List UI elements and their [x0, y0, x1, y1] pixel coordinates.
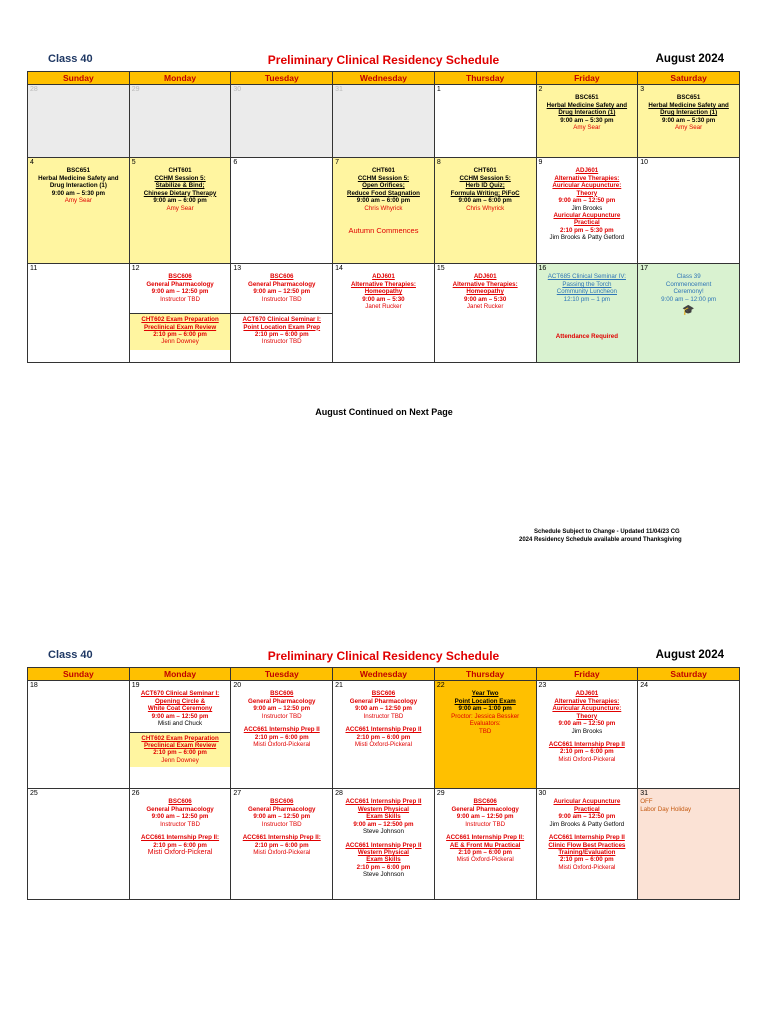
schedule-update-note: Schedule Subject to Change - Updated 11/04/23 CG	[534, 529, 680, 535]
event-title: Ceremony!	[673, 288, 704, 296]
instructor: Instructor TBD	[261, 295, 302, 303]
event-block	[539, 94, 636, 131]
event-title: CCHM Session 5:	[357, 174, 410, 182]
graduation-cap-icon: 🎓	[682, 305, 695, 317]
event-time: 2:10 pm – 6:00 pm	[254, 331, 309, 339]
event-time: 9:00 am – 6:00 pm	[153, 197, 207, 205]
event-title: ACC661 Internship Prep II	[548, 834, 625, 842]
course-code: ADJ601	[372, 273, 395, 281]
instructor: Misti Oxford-Pickeral	[558, 755, 616, 763]
day-cell	[129, 264, 231, 363]
event-block	[132, 690, 229, 727]
event-title: Western Physical	[357, 849, 410, 857]
instructor: Steve Johnson	[362, 828, 404, 836]
day-number: 4	[30, 159, 34, 166]
event-block	[132, 273, 229, 303]
day-number: 10	[640, 159, 649, 166]
event-time: 2:10 pm – 6:00 pm	[254, 733, 309, 741]
day-number: 12	[131, 265, 140, 272]
instructor: Amy Sear	[166, 204, 194, 212]
calendar-grid	[27, 667, 740, 900]
calendar-header	[27, 53, 740, 71]
event-title: General Pharmacology	[248, 805, 316, 813]
day-cell	[129, 158, 231, 264]
event-title: ACC661 Internship Prep II:	[242, 834, 321, 842]
day-cell	[231, 158, 333, 264]
event-title: AE & Front Mu Practical	[449, 841, 521, 849]
evaluators: TBD	[478, 727, 492, 735]
day-number: 30	[538, 790, 547, 797]
day-number: 31	[640, 790, 649, 797]
instructor: Instructor TBD	[160, 820, 200, 828]
event-title: Training/Evaluation	[558, 849, 616, 857]
course-code: BSC606	[270, 798, 294, 806]
event-title: Drug Interaction (1)	[49, 182, 107, 190]
event-time: 9:00 am – 12:50 pm	[151, 712, 209, 720]
event-time: 9:00 am – 5:30 pm	[51, 189, 105, 197]
calendar-section-1	[27, 53, 740, 363]
day-cell	[434, 789, 536, 900]
weekday-thursday: Thursday	[434, 72, 536, 85]
event-block	[233, 273, 330, 303]
course-code: BSC606	[168, 273, 192, 281]
event-time: 9:00 am – 12:50 pm	[151, 288, 209, 296]
day-cell	[129, 85, 231, 158]
event-block	[30, 167, 127, 204]
day-number: 11	[30, 265, 38, 272]
day-number: 19	[131, 682, 140, 689]
season-note: Autumn Commences	[348, 226, 419, 236]
day-number: 14	[335, 265, 343, 272]
instructor: Instructor TBD	[261, 820, 302, 828]
day-number: 16	[538, 265, 547, 272]
day-cell	[434, 85, 536, 158]
event-time: 2:10 pm – 6:00 pm	[458, 849, 512, 857]
event-title: ACT670 Clinical Seminar I:	[140, 690, 220, 698]
event-title: Preclinical Exam Review	[143, 742, 217, 750]
event-title: ACC661 Internship Prep II	[548, 741, 625, 749]
course-code: ADJ601	[575, 167, 599, 175]
day-cell	[536, 158, 638, 264]
course-code: CHT601	[371, 167, 395, 175]
day-number: 7	[335, 159, 340, 166]
day-number: 29	[131, 86, 140, 93]
instructor: Misti Oxford-Pickeral	[253, 849, 311, 857]
week-row	[28, 85, 740, 158]
day-cell	[28, 85, 130, 158]
event-block	[437, 798, 534, 864]
event-title: Herb ID Quiz;	[465, 182, 505, 190]
day-cell	[536, 789, 638, 900]
event-title: Class 39	[676, 273, 701, 281]
event-time: 12:10 pm – 1 pm	[563, 295, 611, 303]
weekday-wednesday: Wednesday	[333, 72, 435, 85]
event-time: 9:00 am – 5:30 pm	[661, 116, 716, 124]
weekday-friday: Friday	[536, 668, 638, 681]
day-cell	[536, 681, 638, 789]
event-title: Theory	[576, 189, 598, 197]
day-number: 27	[233, 790, 242, 797]
event-title: ACC661 Internship Prep II	[243, 726, 320, 734]
weekday-header-row	[28, 72, 740, 85]
event-time: 9:00 am – 12:50 pm	[253, 705, 311, 713]
instructor: Jenn Downey	[161, 338, 199, 346]
day-cell	[28, 264, 130, 363]
instructor: Misti and Chuck	[158, 720, 203, 728]
instructor: Amy Sear	[64, 197, 92, 205]
event-block	[335, 798, 432, 878]
event-title: CHT602 Exam Preparation	[141, 316, 219, 324]
event-time: 2:10 pm – 5:30 pm	[560, 226, 614, 234]
event-title: Herbal Medicine Safety and	[38, 174, 119, 182]
event-time: 9:00 am – 12:50 pm	[253, 288, 311, 296]
event-title: General Pharmacology	[248, 697, 316, 705]
event-block	[335, 273, 432, 310]
event-block	[437, 273, 534, 310]
event-time: 9:00 am – 12:00 pm	[661, 295, 717, 303]
event-title: Auricular Acupuncture	[553, 798, 621, 806]
week-row	[28, 264, 740, 363]
event-title: Auricular Acupuncture	[553, 212, 621, 220]
instructor: Janet Rucker	[466, 303, 504, 311]
weekday-tuesday: Tuesday	[231, 72, 333, 85]
day-cell	[28, 158, 130, 264]
course-code: ADJ601	[473, 273, 497, 281]
month-label: August 2024	[655, 649, 724, 661]
day-cell	[231, 789, 333, 900]
day-cell	[536, 85, 638, 158]
event-time: 9:00 am – 12:50 pm	[558, 720, 616, 728]
event-time: 2:10 pm – 6:00 pm	[153, 331, 207, 339]
instructor: Chris Whyrick	[466, 204, 505, 212]
event-title: Clinic Flow Best Practices	[548, 841, 626, 849]
event-block	[231, 313, 332, 346]
event-title: Practical	[573, 805, 600, 813]
event-title: Passing the Torch	[562, 280, 612, 288]
event-time: 9:00 am – 6:00 pm	[356, 197, 411, 205]
day-number: 26	[131, 790, 140, 797]
course-code: ADJ601	[575, 690, 599, 698]
event-title: ACC661 Internship Prep II	[345, 726, 422, 734]
day-cell	[231, 264, 333, 363]
event-title: Auricular Acupuncture:	[552, 705, 622, 713]
day-number: 15	[436, 265, 445, 272]
event-title: CCHM Session 5:	[154, 174, 206, 182]
weekday-thursday: Thursday	[434, 668, 536, 681]
instructor: Misti Oxford-Pickeral	[558, 863, 616, 871]
event-block	[539, 167, 636, 241]
day-cell	[638, 85, 740, 158]
event-time: 2:10 pm – 6:00 pm	[254, 841, 309, 849]
event-time: 9:00 am – 1:00 pm	[458, 705, 512, 713]
instructor: Steve Johnson	[362, 871, 404, 879]
event-time: 9:00 am – 5:30 pm	[560, 116, 614, 124]
next-schedule-note: 2024 Residency Schedule available around Thanksgiving	[519, 537, 682, 543]
instructor: Misti Oxford-Pickeral	[456, 856, 514, 864]
event-title: Herbal Medicine Safety and	[648, 101, 729, 109]
event-title: CHT602 Exam Preparation	[141, 734, 219, 742]
attendance-note: Attendance Required	[555, 333, 618, 341]
class-label: Class 40	[48, 53, 93, 65]
day-cell	[231, 681, 333, 789]
day-number: 24	[640, 682, 649, 689]
event-block	[437, 167, 534, 212]
event-title: Alternative Therapies:	[554, 174, 620, 182]
calendar-grid	[27, 71, 740, 363]
event-title: General Pharmacology	[146, 280, 214, 288]
day-cell	[129, 789, 231, 900]
day-cell	[638, 158, 740, 264]
event-title: Herbal Medicine Safety and	[546, 101, 628, 109]
month-label: August 2024	[655, 53, 724, 65]
instructor: Amy Sear	[573, 124, 601, 132]
event-title: ACT670 Clinical Seminar I:	[242, 316, 321, 324]
event-time: 2:10 pm – 6:00 pm	[560, 748, 614, 756]
schedule-title: Preliminary Clinical Residency Schedule	[267, 649, 500, 663]
weekday-tuesday: Tuesday	[231, 668, 333, 681]
event-title: Chinese Dietary Therapy	[143, 189, 217, 197]
day-number: 21	[335, 682, 343, 689]
event-title: Practical	[573, 219, 600, 227]
event-title: Alternative Therapies:	[452, 280, 518, 288]
week-row	[28, 158, 740, 264]
event-title: Exam Skills	[366, 813, 401, 821]
instructor: Instructor TBD	[160, 295, 200, 303]
event-title: Drug Interaction (1)	[558, 109, 616, 117]
weekday-friday: Friday	[536, 72, 638, 85]
course-code: BSC606	[270, 273, 294, 281]
day-number: 22	[436, 682, 445, 689]
day-number: 1	[436, 86, 441, 93]
event-title: CCHM Session 5:	[459, 174, 511, 182]
course-code: BSC651	[676, 94, 701, 102]
calendar-header	[27, 649, 740, 667]
event-title: Community Luncheon	[556, 288, 617, 296]
event-title: ACC661 Internship Prep II	[345, 841, 422, 849]
event-title: Open Orifices;	[362, 182, 405, 190]
day-cell	[28, 681, 130, 789]
event-title: Western Physical	[357, 805, 410, 813]
course-code: BSC651	[66, 167, 91, 175]
weekday-monday: Monday	[129, 72, 231, 85]
event-title: ACC661 Internship Prep II	[345, 798, 422, 806]
course-code: BSC606	[371, 690, 396, 698]
day-cell	[129, 681, 231, 789]
continued-note: August Continued on Next Page	[315, 407, 453, 417]
weekday-saturday: Saturday	[638, 668, 740, 681]
holiday-block	[640, 798, 737, 813]
course-code: CHT601	[473, 167, 497, 175]
event-title: Drug Interaction (1)	[660, 109, 718, 117]
weekday-sunday: Sunday	[28, 72, 130, 85]
event-title: White Coat Ceremony	[147, 705, 213, 713]
day-number: 20	[233, 682, 242, 689]
event-time: 9:00 am – 12:50 pm	[558, 197, 616, 205]
event-time: 9:00 am – 5:30	[362, 295, 405, 303]
day-cell	[536, 264, 638, 363]
day-number: 18	[30, 682, 38, 689]
event-time: 2:10 pm – 6:00 pm	[153, 749, 207, 757]
event-title: Opening Circle &	[154, 697, 206, 705]
event-time: 2:10 pm – 6:00 pm	[356, 863, 411, 871]
instructor: Misti Oxford-Pickeral	[253, 741, 311, 749]
schedule-title: Preliminary Clinical Residency Schedule	[267, 53, 500, 67]
calendar-section-2	[27, 649, 740, 900]
weekday-saturday: Saturday	[638, 72, 740, 85]
instructor: Jim Brooks & Patty Getford	[549, 820, 625, 828]
instructor: Jenn Downey	[161, 756, 199, 764]
week-row	[28, 789, 740, 900]
event-title: Auricular Acupuncture:	[552, 182, 622, 190]
day-number: 17	[640, 265, 649, 272]
event-block	[437, 690, 534, 735]
event-title: General Pharmacology	[146, 805, 214, 813]
course-code: BSC606	[168, 798, 192, 806]
week-row	[28, 681, 740, 789]
day-number: 8	[436, 159, 441, 166]
event-title: Reduce Food Stagnation	[347, 189, 420, 197]
course-code: BSC606	[270, 690, 294, 698]
course-code: CHT601	[168, 167, 192, 175]
event-block	[233, 798, 330, 856]
day-cell	[231, 85, 333, 158]
day-number: 5	[131, 159, 136, 166]
day-number: 31	[335, 86, 343, 93]
instructor: Jim Brooks	[571, 727, 603, 735]
day-number: 2	[538, 86, 543, 93]
event-title: ACT685 Clinical Seminar IV:	[547, 273, 626, 281]
event-title: Preclinical Exam Review	[143, 323, 217, 331]
day-number: 25	[30, 790, 38, 797]
event-block	[130, 313, 231, 350]
day-number: 28	[30, 86, 38, 93]
instructor: Instructor TBD	[363, 712, 404, 720]
instructor: Jim Brooks	[571, 204, 603, 212]
instructor: Chris Whyrick	[364, 204, 403, 212]
event-block	[539, 273, 636, 340]
day-number: 3	[640, 86, 645, 93]
event-title: Commencement	[665, 280, 712, 288]
weekday-sunday: Sunday	[28, 668, 130, 681]
event-time: 9:00 am – 5:30	[464, 295, 507, 303]
event-time: 9:00 am – 12:50 pm	[558, 813, 616, 821]
event-time: 9:00 am – 6:00 pm	[458, 197, 512, 205]
weekday-monday: Monday	[129, 668, 231, 681]
day-number: 28	[335, 790, 343, 797]
weekday-header-row	[28, 668, 740, 681]
event-block	[233, 690, 330, 748]
instructor: Misti Oxford-Pickeral	[354, 741, 412, 749]
event-title: Point Location Exam Prep	[243, 323, 321, 331]
event-time: 2:10 pm – 6:00 pm	[356, 733, 411, 741]
instructor: Amy Sear	[675, 124, 703, 132]
event-title: General Pharmacology	[248, 280, 316, 288]
event-block	[640, 94, 737, 131]
day-cell	[434, 158, 536, 264]
day-number: 9	[538, 159, 543, 166]
day-cell	[333, 789, 435, 900]
event-title: General Pharmacology	[349, 697, 418, 705]
day-number: 30	[233, 86, 242, 93]
day-cell	[638, 264, 740, 363]
event-time: 9:00 am – 12:50 pm	[355, 705, 412, 713]
day-cell	[638, 789, 740, 900]
class-label: Class 40	[48, 649, 93, 661]
event-title: Theory	[576, 712, 598, 720]
event-block	[335, 690, 432, 748]
event-block	[640, 273, 737, 317]
instructor: Jim Brooks & Patty Getford	[549, 234, 625, 242]
day-cell	[333, 158, 435, 264]
instructor: Instructor TBD	[261, 338, 302, 346]
event-time: 9:00 am – 12:500 pm	[353, 820, 414, 828]
instructor: Janet Rucker	[365, 303, 402, 311]
event-block	[539, 690, 636, 763]
event-title: Homeopathy	[466, 288, 504, 296]
event-time: 2:10 pm – 6:00 pm	[560, 856, 614, 864]
day-number: 29	[436, 790, 445, 797]
day-number: 13	[233, 265, 242, 272]
event-time: 9:00 am – 12:50 pm	[253, 813, 311, 821]
proctor: Proctor: Jessica Bessker	[451, 712, 520, 720]
event-title: Point Location Exam	[454, 697, 516, 705]
instructor: Misti Oxford-Pickeral	[147, 849, 213, 857]
event-title: Alternative Therapies:	[350, 280, 416, 288]
course-code: BSC651	[575, 94, 599, 102]
off-label: OFF	[640, 798, 653, 806]
event-title: Formula Writing; PiFoC	[450, 189, 520, 197]
day-number: 6	[233, 159, 238, 166]
instructor: Instructor TBD	[261, 712, 302, 720]
day-cell	[333, 85, 435, 158]
course-code: BSC606	[473, 798, 497, 806]
weekday-wednesday: Wednesday	[333, 668, 435, 681]
event-time: 9:00 am – 12:50 pm	[456, 813, 514, 821]
event-time: 9:00 am – 12:50 pm	[151, 813, 209, 821]
event-title: Homeopathy	[364, 288, 403, 296]
event-title: Stabilize & Bind;	[155, 182, 205, 190]
holiday-label: Labor Day Holiday	[640, 805, 692, 813]
day-cell	[333, 264, 435, 363]
event-title: Alternative Therapies:	[554, 697, 620, 705]
day-number: 23	[538, 682, 547, 689]
day-cell	[434, 264, 536, 363]
day-cell	[638, 681, 740, 789]
day-cell	[434, 681, 536, 789]
event-block	[539, 798, 636, 871]
day-cell	[333, 681, 435, 789]
event-title: ACC661 Internship Prep II:	[141, 834, 220, 842]
day-cell	[28, 789, 130, 900]
event-block	[130, 732, 231, 768]
event-block	[132, 798, 229, 857]
event-title: Exam Skills	[366, 856, 401, 864]
event-block	[132, 167, 229, 212]
event-title: General Pharmacology	[451, 805, 519, 813]
event-time: 2:10 pm – 6:00 pm	[153, 841, 207, 849]
instructor: Instructor TBD	[465, 820, 506, 828]
event-title: Year Two	[471, 690, 499, 698]
event-block	[335, 167, 432, 235]
evaluators-label: Evaluators:	[469, 720, 501, 728]
event-title: ACC661 Internship Prep II:	[446, 834, 525, 842]
